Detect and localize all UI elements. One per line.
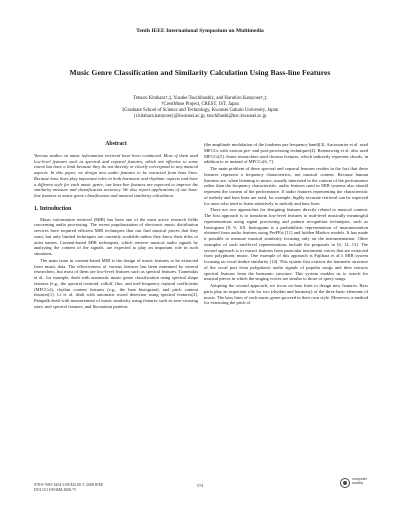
abstract-heading: Abstract [105, 141, 127, 147]
abstract-text: Various studies on music information retrieval have been conducted. Most of them used low-level features such as spectral and cepstral features, which are effective to some extent but have a limit because they do not directly or clearly correspond to any musical aspects. In this paper, we design new audio features to be extracted from bass lines. Because bass lines play important roles in both harmonic and rhythmic aspects and have a different style for each music genre, our bass-line features are expected to improve the similarity measure and classification accuracy. We also report applications of our bass-line features to music genre classification and musical similarity calculation. [34, 152, 198, 198]
right-paragraph-2: The main problem of these spectral and cepstral features resides in the fact that these features represent a frequency characteristic, not musical content. Because human listeners are, when listening to music, usually interested in the content of the performance rather than the frequency characteristic, audio features used in MIR systems also should represent the content of the performance. If audio features representing the characteristic of melody and bass lines are used, for example, highly accurate retrieval can be expected for users who tend to listen attentively to melody and bass lines. [204, 166, 368, 206]
introduction-paragraph-1: Music information retrieval (MIR) has been one of the most active research fields concerning audio processing. The recent popularization of electronic music distribution services have required efficient MIR techniques that can find musical pieces that they want, but only limited techniques are currently available unless they know their titles or artist names. Content-based MIR techniques, which retrieve musical audio signals by analyzing the content of the signals, are expected to play an important role in such situations. [34, 216, 198, 256]
conference-header: Tenth IEEE International Symposium on Multimedia [136, 28, 264, 34]
introduction-heading: 1. Introduction [34, 205, 72, 212]
authors-block [60, 96, 340, 120]
computer-society-logo [340, 477, 380, 491]
footer-isbn: 978-0-7695-3454-1/08 $25.00 © 2008 IEEE [34, 483, 104, 487]
right-paragraph-1: (the amplitude modulation of the loudness per frequency band)[3]. Aucouturier et al. used MFCCs with various pre- and post-processing techniques[4]. Berenzweig et al. also used MFCCs[5]. Some researchers used chroma features, which indirectly represent chords, in addition to or instead of MFCCs[6, 7]. [204, 142, 368, 165]
affiliation-1: †CrestMuse Project, CREST, JST, Japan [161, 102, 239, 108]
author-names: Tetsuro Kitahara†,‡, Yusuke Tsuchihashi‡, and Haruhiro Katayose†,‡ [133, 96, 267, 101]
author-emails: {t.kitahara,katayose}@kwansei.ac.jp, tsuchihashi@ksc.kwansei.ac.jp [133, 114, 267, 120]
left-column [34, 142, 198, 311]
footer-doi: DOI 10.1109/ISM.2008.75 [34, 487, 77, 492]
affiliation-2: ‡Graduate School of Science and Technology, Kwansei Gakuin University, Japan [121, 108, 279, 114]
paper-title: Music Genre Classification and Similarity Calculation Using Bass-line Features [69, 68, 331, 77]
right-paragraph-4: Adopting the second approach, we focus on bass lines to design new features. Bass parts play an important role for two (rhythm and harmony) of the three basic elements of music. The bass lines of each music genre proceed in their own style. Moreover, a method for extracting the pitch of [204, 283, 368, 306]
right-column [204, 142, 368, 307]
right-paragraph-3: There are two approaches for designing features directly related to musical content. The first approach is to transform low-level features to mid-level musically meaningful representations using signal processing and pattern recognition techniques, such as Instrogram [8, 9, 10]. Instrogram is a probabilistic representation of instrumentation obtained from audio features using PreFEst [11] and hidden Markov models. It has made it possible to measure musical similarity focusing only on the instrumentation. Other examples of such mid-level representations include the proposals in [6, 12, 13]. The second approach is to extract features from particular instrument voices that are extracted from polyphonic music. One example of this approach is Fujihara et al.'s MIR system focusing on vocal timbre similarity [14]. This system first extracts the harmonic structure of the vocal part from polyphonic audio signals of popular songs and then extracts spectral features from the harmonic structure. This system enables us to search for musical pieces in which the singing voices are similar to those of query songs. [204, 207, 368, 282]
introduction-paragraph-2: The main issue in content-based MIR is the design of music features to be extracted from music data. The effectiveness of various features has been examined by several researchers, but most of them are low-level features such as spectral features. Tzanetakis et al., for example, dealt with automatic music genre classification using spectral shape features (e.g., the spectral centroid, rolloff, flux, and mel-frequency cepstral coefficients (MFCCs)), rhythm content features (e.g., the beat histogram), and pitch content features[1]. Li et al. dealt with automatic mood detection using spectral features[2]. Pampalk dealt with measurement of music similarity using features such as zero-crossing rates, mel spectral features, and fluctuation patterns [34, 257, 198, 309]
computer-society-icon [340, 478, 350, 488]
page-number: 574 [196, 483, 204, 488]
logo-text: computer society [352, 477, 367, 486]
